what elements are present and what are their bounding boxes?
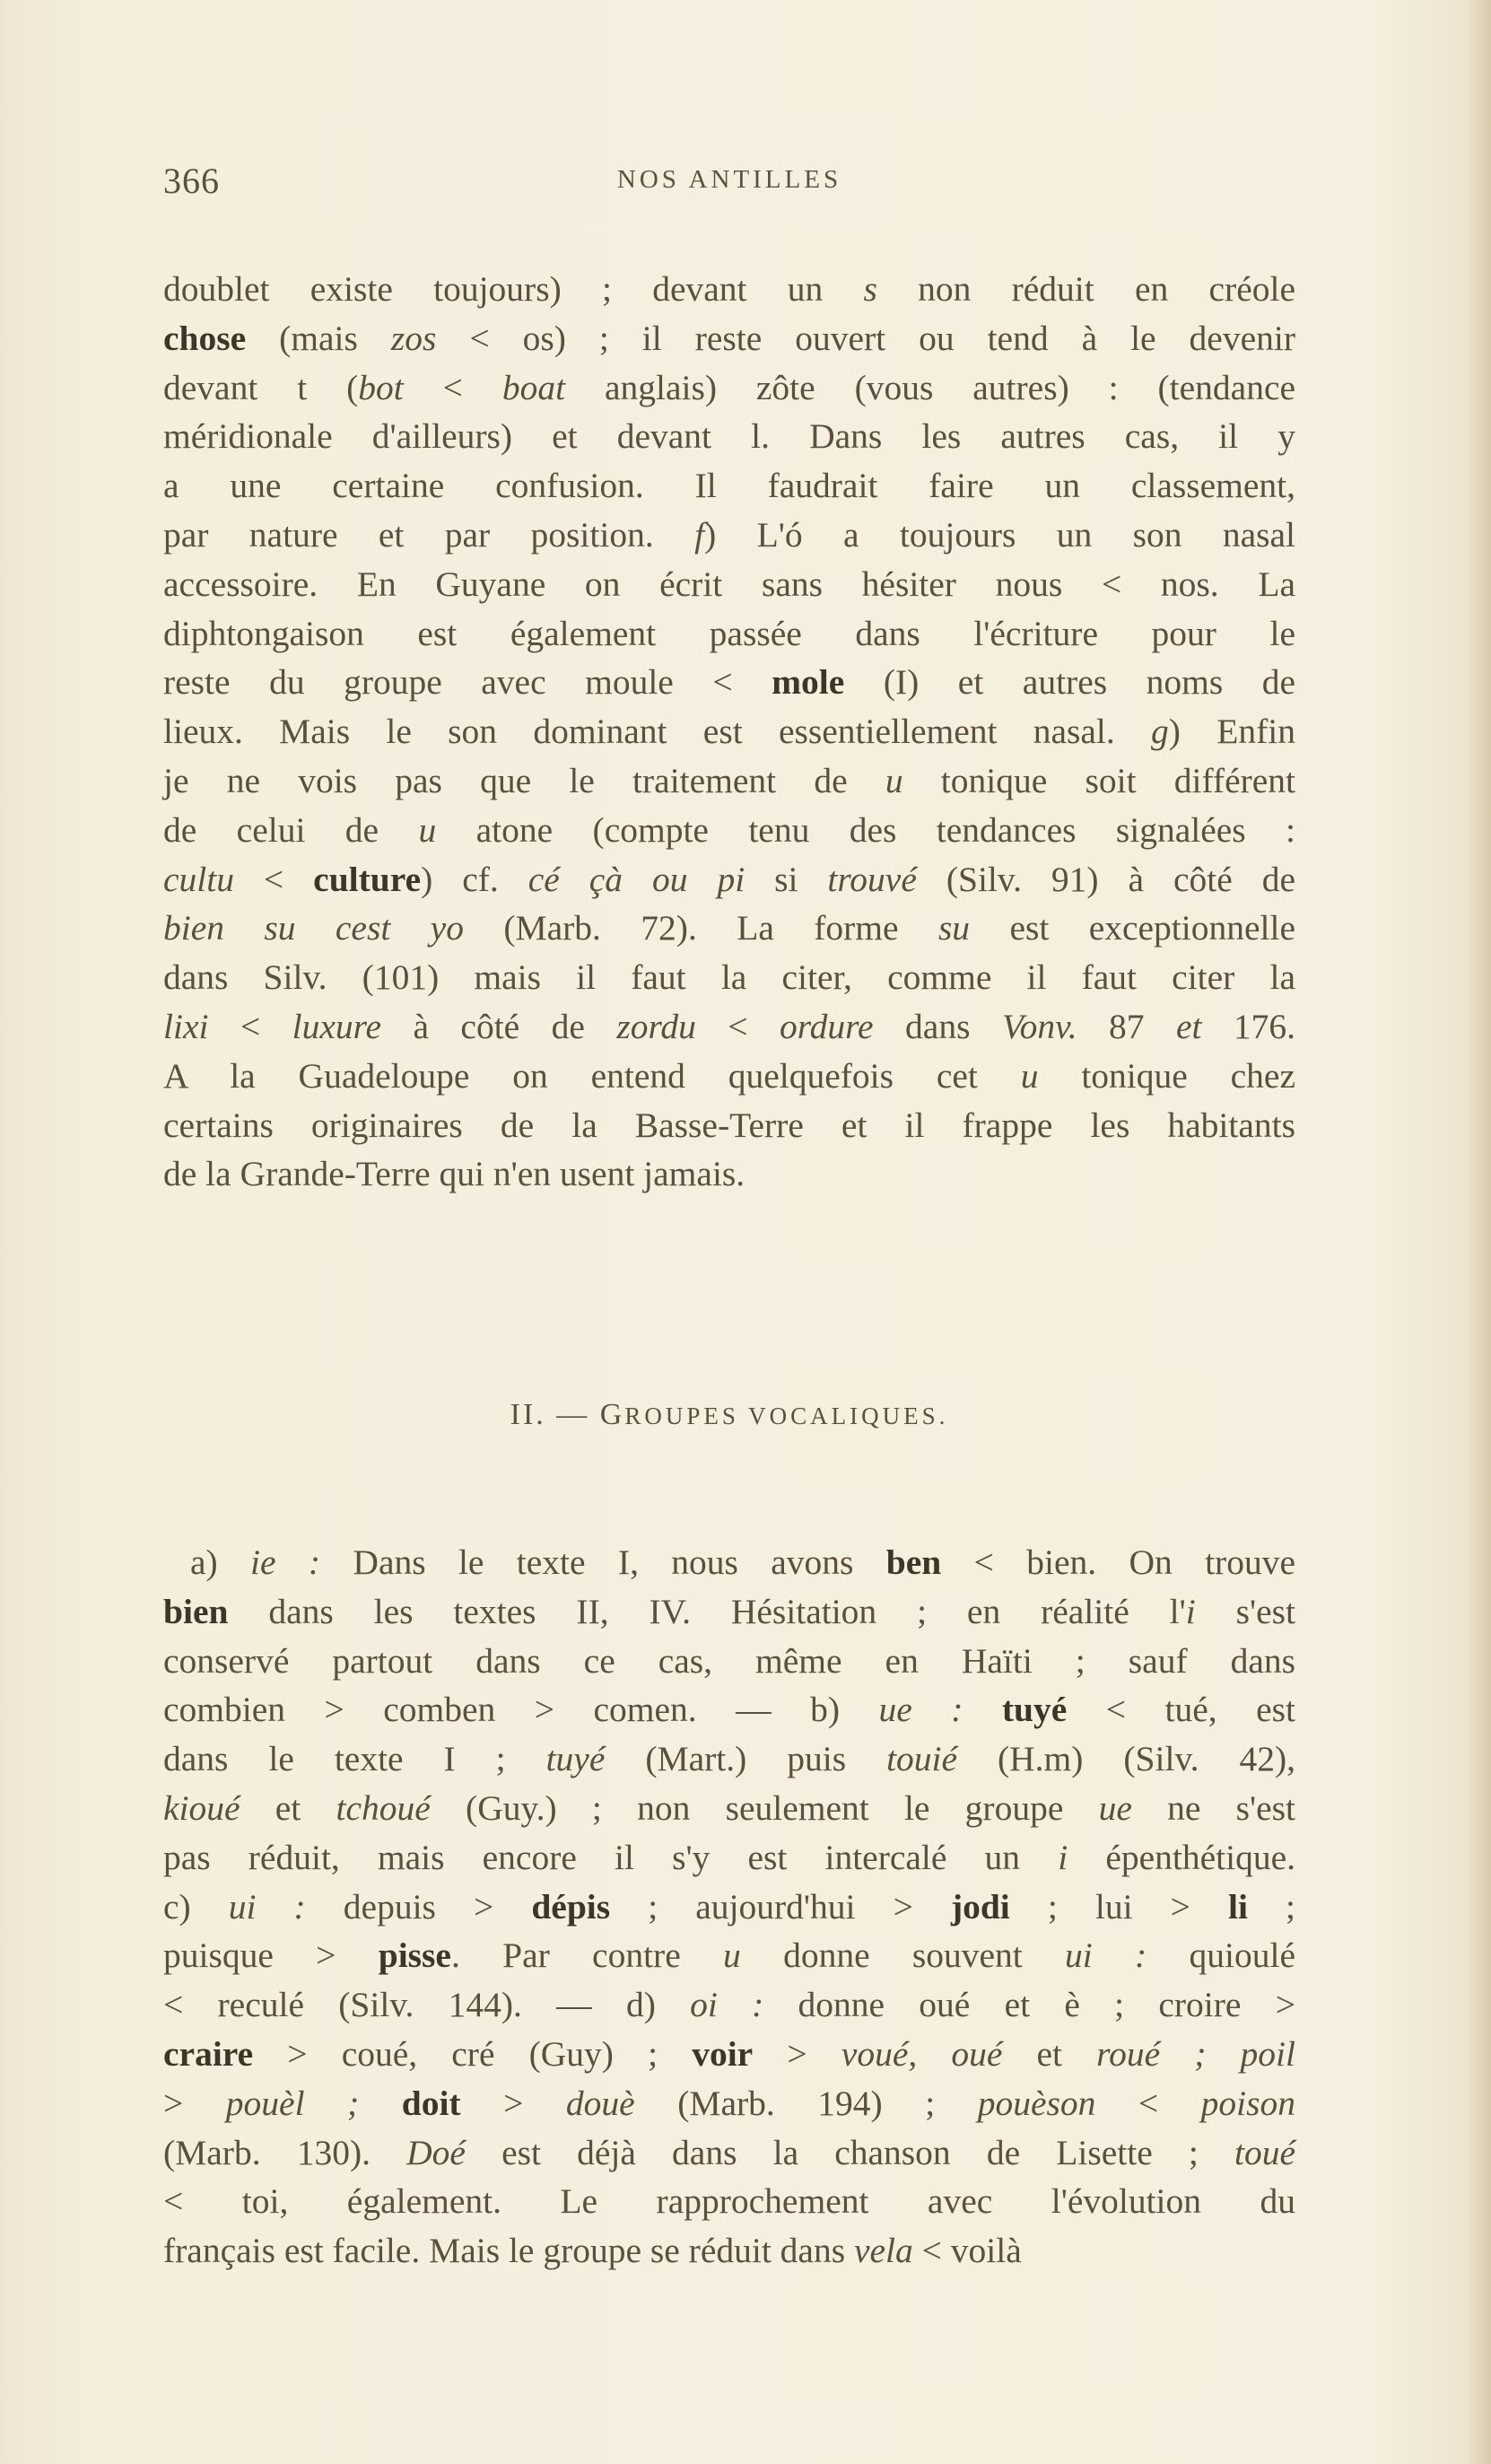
text-run: (Marb. 130). <box>163 2132 407 2172</box>
text-line <box>163 904 1295 953</box>
text-run: roué ; poil <box>1096 2033 1295 2074</box>
text-line <box>163 1784 1295 1833</box>
text-run: bot <box>358 367 404 407</box>
text-run: par nature et par position. <box>163 514 695 555</box>
text-run: 176. <box>1201 1006 1295 1046</box>
text-run: c) <box>163 1886 229 1927</box>
text-run: je ne vois pas que le traitement de <box>163 760 885 800</box>
text-run: (I) et autres noms de <box>844 662 1295 703</box>
text-run: < toi, également. Le rapprochement avec l'évolution du <box>163 2181 1295 2222</box>
text-run: (Marb. 72). La forme <box>463 908 938 948</box>
text-run: u <box>1020 1055 1039 1096</box>
text-run: poison <box>1200 2083 1295 2123</box>
text-run: s'est <box>1195 1591 1295 1631</box>
paragraph-vowel-treatment <box>163 265 1295 1199</box>
text-run: > coué, cré (Guy) ; <box>253 2033 693 2074</box>
text-run: ui : <box>1065 1935 1147 1976</box>
text-line <box>163 855 1295 904</box>
text-run: et <box>1175 1006 1202 1046</box>
text-run: ben <box>885 1542 942 1582</box>
text-line <box>163 1980 1295 2030</box>
text-run: voir <box>692 2033 754 2074</box>
text-run: < <box>403 367 502 407</box>
text-line <box>163 756 1295 806</box>
text-run: g <box>1151 712 1169 752</box>
text-line <box>163 1052 1295 1101</box>
text-run: et <box>240 1787 336 1828</box>
text-run: . Par contre <box>450 1935 724 1976</box>
text-run: dans Silv. (101) mais il faut la citer, comme il faut citer la <box>163 957 1295 998</box>
text-run: tchoué <box>336 1787 431 1828</box>
text-run: cé çà ou pi <box>528 859 746 899</box>
text-line <box>163 412 1295 461</box>
text-run: anglais) zôte (vous autres) : (tendance <box>565 367 1296 407</box>
text-run: dans les textes II, IV. Hésitation ; en réalité l' <box>228 1591 1186 1631</box>
page-edge-shadow <box>1466 0 1491 2464</box>
text-run: lixi <box>163 1006 209 1046</box>
text-run: de la Grande-Terre qui n'en usent jamais. <box>163 1154 746 1194</box>
text-line <box>163 953 1295 1002</box>
text-run: conservé partout dans ce cas, même en Haïti ; sauf dans <box>163 1640 1295 1681</box>
text-line <box>163 2030 1295 2079</box>
text-line <box>163 314 1295 363</box>
text-run: et <box>1002 2033 1097 2074</box>
text-run: (Guy.) ; non seulement le groupe <box>430 1787 1099 1828</box>
text-run: Doé <box>406 2132 466 2172</box>
text-run: kioué <box>163 1787 240 1828</box>
text-line <box>163 806 1295 855</box>
text-line <box>163 511 1295 560</box>
text-line <box>163 1637 1295 1686</box>
text-run: depuis > <box>305 1886 532 1927</box>
text-line <box>163 1149 1295 1199</box>
page-number: 366 <box>163 161 220 201</box>
text-run: < tué, est <box>1067 1690 1296 1730</box>
text-run: voué, oué <box>841 2033 1003 2074</box>
text-line <box>163 1538 1295 1587</box>
text-run: bien su cest yo <box>163 908 464 948</box>
text-line <box>163 1734 1295 1784</box>
text-run: Vonv. <box>1001 1006 1077 1046</box>
text-run: français est facile. Mais le groupe se réduit dans <box>163 2231 854 2271</box>
text-run: atone (compte tenu des tendances signalées : <box>436 809 1296 850</box>
page-header <box>163 160 1295 205</box>
text-run: vela <box>853 2231 913 2271</box>
text-run: non réduit en créole <box>876 269 1296 309</box>
text-run: méridionale d'ailleurs) et devant l. Dans les autres cas, il y <box>163 416 1295 457</box>
text-run: ) L'ó a toujours un son nasal <box>704 514 1295 555</box>
text-run: certains originaires de la Basse-Terre et il frappe les habitants <box>163 1105 1295 1145</box>
text-line <box>163 1587 1295 1637</box>
text-run: de celui de <box>163 809 419 850</box>
text-run: i <box>1058 1837 1068 1877</box>
text-run: su <box>937 908 971 948</box>
section-numeral: II. — G <box>510 1398 625 1431</box>
text-line <box>163 707 1295 756</box>
running-head: NOS ANTILLES <box>616 165 842 194</box>
text-run: puisque > <box>163 1935 379 1976</box>
text-run: pouèson <box>977 2083 1096 2123</box>
text-run: li <box>1228 1886 1248 1927</box>
text-run: diphtongaison est également passée dans l'écriture pour le <box>163 613 1295 653</box>
text-run: pas réduit, mais encore il s'y est intercalé un <box>163 1837 1059 1877</box>
text-run: boat <box>501 367 566 407</box>
text-line <box>163 1002 1295 1052</box>
text-run: pouèl ; <box>225 2083 360 2123</box>
text-line <box>163 1883 1295 1932</box>
text-line <box>163 2079 1295 2128</box>
text-run: jodi <box>950 1886 1010 1927</box>
text-run: doublet existe toujours) ; devant un <box>163 269 864 309</box>
text-run: (Marb. 194) ; <box>634 2083 978 2123</box>
text-run: f <box>694 514 705 555</box>
text-run: accessoire. En Guyane on écrit sans hésiter nous < nos. La <box>163 564 1295 604</box>
text-run: zos <box>390 318 437 358</box>
text-run: (mais <box>246 318 391 358</box>
text-run: à côté de <box>381 1006 617 1046</box>
text-run: ; <box>1247 1886 1296 1927</box>
text-run: cultu <box>163 859 234 899</box>
text-line <box>163 2128 1295 2178</box>
text-run: tuyé <box>1001 1690 1068 1730</box>
section-title-smallcaps: ROUPES VOCALIQUES. <box>624 1402 949 1429</box>
paragraph-vowel-groups <box>163 1538 1295 2276</box>
text-run: u <box>418 809 437 850</box>
text-run: tonique chez <box>1038 1055 1295 1096</box>
text-run: reste du groupe avec moule < <box>163 662 772 703</box>
text-run: < <box>208 1006 292 1046</box>
text-run: luxure <box>292 1006 382 1046</box>
text-run: a une certaine confusion. Il faudrait faire un classement, <box>163 466 1295 506</box>
text-run: ordure <box>780 1006 874 1046</box>
text-run: < <box>233 859 314 899</box>
text-run: ; lui > <box>1009 1886 1229 1927</box>
text-run: u <box>885 760 903 800</box>
text-run: touié <box>886 1739 958 1779</box>
text-run: < <box>1095 2083 1201 2123</box>
text-run: dans <box>873 1006 1002 1046</box>
text-run <box>963 1690 1001 1729</box>
text-run: A la Guadeloupe on entend quelquefois cet <box>163 1055 1021 1096</box>
text-run: épenthétique. <box>1068 1837 1295 1877</box>
text-run: ie : <box>250 1542 321 1582</box>
text-run: < os) ; il reste ouvert ou tend à le devenir <box>436 318 1295 358</box>
text-run: doit <box>401 2083 461 2123</box>
text-run: lieux. Mais le son dominant est essentiellement nasal. <box>163 712 1152 752</box>
text-run: < reculé (Silv. 144). — d) <box>163 1985 691 2025</box>
text-line <box>163 1833 1295 1883</box>
text-line <box>163 560 1295 609</box>
text-run: culture <box>313 859 422 899</box>
text-run: ue <box>1098 1787 1132 1828</box>
text-run: si <box>745 859 828 899</box>
text-line <box>163 461 1295 511</box>
text-run: (Mart.) puis <box>605 1739 887 1779</box>
text-run: est exceptionnelle <box>970 908 1296 948</box>
text-run <box>359 2084 402 2123</box>
text-run: bien <box>163 1591 229 1631</box>
text-run: douè <box>565 2083 635 2123</box>
text-run: < voilà <box>912 2231 1022 2271</box>
text-line <box>163 2177 1295 2226</box>
text-run: donne oué et è ; croire > <box>763 1985 1295 2025</box>
text-run: zordu <box>616 1006 696 1046</box>
text-run: < bien. On trouve <box>941 1542 1295 1582</box>
text-run: quioulé <box>1147 1935 1295 1976</box>
text-run: i <box>1185 1591 1196 1631</box>
text-line <box>163 609 1295 659</box>
text-run: > <box>163 2083 226 2123</box>
text-run: oi : <box>690 1985 764 2025</box>
text-run: u <box>723 1935 741 1976</box>
text-run: combien > comben > comen. — b) <box>163 1690 879 1730</box>
text-run: ) cf. <box>421 859 528 899</box>
text-run: craire <box>163 2033 254 2074</box>
text-run: dépis <box>531 1886 611 1927</box>
text-run: tonique soit différent <box>902 760 1296 800</box>
text-run: ne s'est <box>1131 1787 1296 1828</box>
text-run: toué <box>1234 2132 1295 2172</box>
text-run: ) Enfin <box>1168 712 1295 752</box>
text-line <box>163 1931 1295 1980</box>
text-line <box>163 265 1295 314</box>
text-run: chose <box>163 318 247 358</box>
text-run: donne souvent <box>740 1935 1066 1976</box>
text-run: trouvé <box>827 859 917 899</box>
text-line <box>163 658 1295 707</box>
text-run: ; aujourd'hui > <box>610 1886 951 1927</box>
text-line <box>163 2226 1295 2276</box>
text-run: pisse <box>378 1935 451 1976</box>
text-run: s <box>863 269 877 309</box>
text-run: < <box>695 1006 780 1046</box>
text-line <box>163 1101 1295 1150</box>
text-run: ue : <box>878 1690 963 1730</box>
text-run: a) <box>190 1542 251 1582</box>
section-heading <box>163 1398 1295 1432</box>
text-run: (Silv. 91) à côté de <box>916 859 1296 899</box>
text-run: est déjà dans la chanson de Lisette ; <box>465 2132 1234 2172</box>
text-run: mole <box>772 662 845 703</box>
text-run: dans le texte I ; <box>163 1739 546 1779</box>
text-run: ui : <box>228 1886 306 1927</box>
text-line <box>163 363 1295 413</box>
text-run: > <box>753 2033 841 2074</box>
text-run: tuyé <box>545 1739 606 1779</box>
text-run: (H.m) (Silv. 42), <box>957 1739 1296 1779</box>
text-run: > <box>460 2083 566 2123</box>
text-run: devant t ( <box>163 367 359 407</box>
text-run: Dans le texte I, nous avons <box>320 1542 886 1582</box>
text-run: 87 <box>1077 1006 1176 1046</box>
text-line <box>163 1685 1295 1734</box>
